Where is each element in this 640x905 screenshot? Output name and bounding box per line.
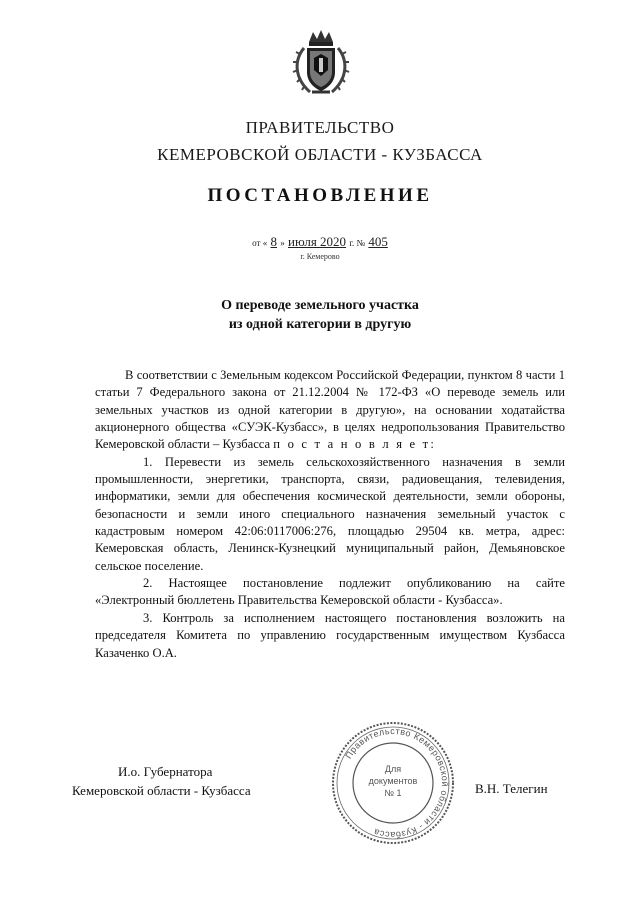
date-prefix: от « — [252, 238, 268, 248]
signatory-title-line1: И.о. Губернатора — [118, 764, 213, 779]
government-name-line1: ПРАВИТЕЛЬСТВО — [245, 118, 395, 137]
official-stamp — [330, 720, 456, 846]
stamp-center-line2: документов — [368, 776, 418, 786]
date-month-year: июля 2020 — [288, 234, 347, 249]
subject-line2: из одной категории в другую — [228, 317, 412, 332]
coat-of-arms-icon — [292, 28, 350, 98]
issue-city: г. Кемерово — [300, 252, 340, 261]
subject-line1: О переводе земельного участка — [221, 298, 419, 313]
item-3: 3. Контроль за исполнением настоящего постановления возложить на председателя Комитета по управлению государственным имуществом Кузбасса Казаченко О.А. — [95, 610, 565, 660]
date-day: 8 — [270, 234, 277, 249]
intro-text: В соответствии с Земельным кодексом Российской Федерации, пунктом 8 части 1 статьи 7 Федерального закона от 21.12.2004 № 172-ФЗ «О переводе земель или земельных участков из одной категории в другую», на основании ходатайства акционерного общества «СУЭК-Кузбасс», в целях недропользования Правительство Кемеровской области – Кузбасса — [95, 368, 565, 452]
government-name-line2: КЕМЕРОВСКОЙ ОБЛАСТИ - КУЗБАССА — [157, 145, 483, 164]
decree-number: 405 — [368, 234, 388, 249]
date-year-suffix: г. № — [349, 238, 366, 248]
signatory-name: В.Н. Телегин — [475, 781, 548, 796]
decree-body — [95, 367, 565, 662]
signatory-title-line2: Кемеровской области - Кузбасса — [72, 783, 251, 798]
stamp-center-line3: № 1 — [384, 788, 402, 798]
decree-subject — [0, 296, 640, 334]
document-type-title: ПОСТАНОВЛЕНИЕ — [207, 185, 433, 206]
stamp-center-line1: Для — [384, 764, 402, 774]
item-1: 1. Перевести из земель сельскохозяйственного назначения в земли промышленности, энергетики, транспорта, связи, радиовещания, телевидения, информатики, земли для обеспечения космической деятельности, земли обороны, безопасности и земли иного специального назначения земельный участок с кадастровым номером 42:06:0117006:276, площадью 29504 кв. метра, адрес: Кемеровская область, Ленинск-Кузнецкий муниципальный район, Демьяновское сельское поселение. — [95, 454, 565, 573]
stamp-ring-text: Правительство Кемеровской области - Кузбасса — [343, 725, 451, 841]
signatory-title — [72, 762, 332, 800]
decree-date-number — [0, 234, 640, 250]
intro-paragraph — [95, 367, 565, 454]
resolves-word: п о с т а н о в л я е т: — [273, 437, 437, 452]
item-2: 2. Настоящее постановление подлежит опубликованию на сайте «Электронный бюллетень Правительства Кемеровской области - Кузбасса». — [95, 576, 565, 608]
date-mid: » — [280, 238, 285, 248]
